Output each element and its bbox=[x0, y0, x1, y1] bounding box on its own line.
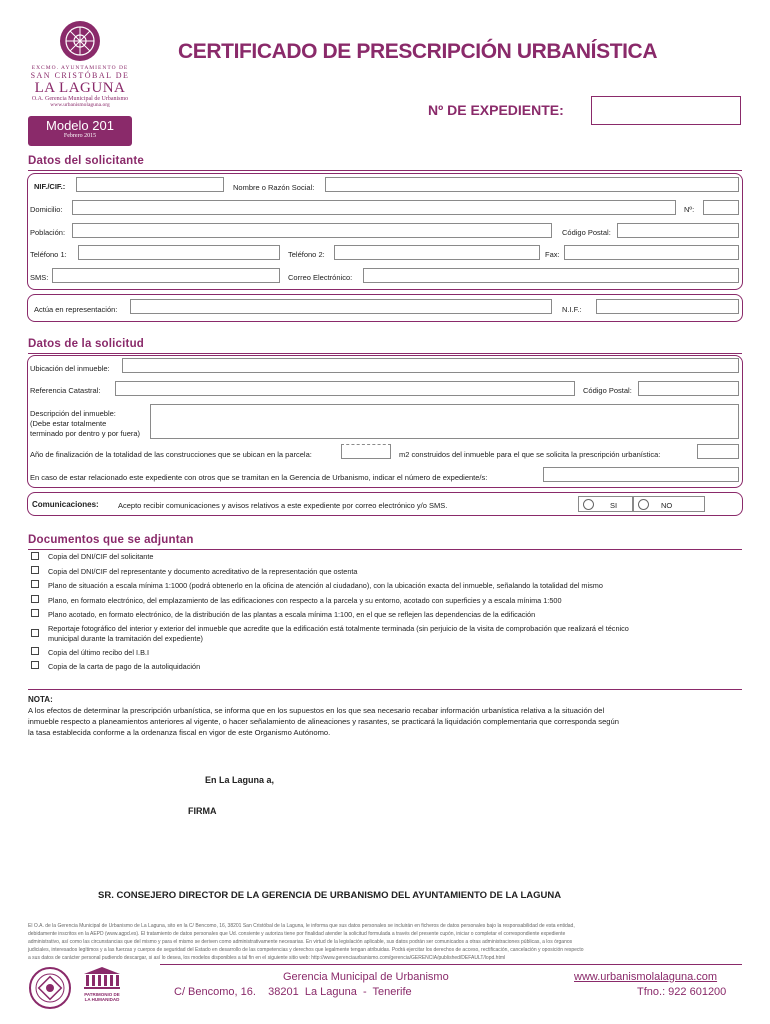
unesco-logo bbox=[80, 966, 124, 1002]
doc-item: Copia de la carta de pago de la autoliquidación bbox=[48, 662, 201, 671]
municipal-logo bbox=[28, 20, 132, 120]
unesco-temple-icon bbox=[82, 966, 122, 990]
org-line3: LA LAGUNA bbox=[34, 80, 126, 96]
legal-line: a sus datos de carácter personal pudiendo descargar, si así lo desea, los modelos disponibles a tal fin en el siguiente sitio web: http://www.gerenciaurbanismo.com/gerencia/GERENCIA/published/DEFAULT/lopd.html bbox=[28, 955, 506, 961]
nif2-input[interactable] bbox=[596, 299, 739, 314]
nota-line: inmueble respecto a planeamientos anteriores al vigente, o hacer señalamiento de alineaciones y rasantes, se practicará la liquidación complementaria que corresponda según bbox=[28, 717, 619, 726]
fax-label: Fax: bbox=[545, 250, 560, 259]
modelo-date: Febrero 2015 bbox=[63, 133, 97, 139]
sms-label: SMS: bbox=[30, 273, 49, 282]
descripcion-line3: terminado por dentro y por fuera) bbox=[30, 429, 141, 438]
org-line1: EXCMO. AYUNTAMIENTO DE bbox=[31, 65, 129, 71]
footer-divider bbox=[160, 964, 742, 965]
section-divider bbox=[28, 353, 742, 354]
anio-input[interactable] bbox=[341, 444, 391, 459]
domicilio-label: Domicilio: bbox=[30, 205, 63, 214]
firma-label: FIRMA bbox=[188, 806, 217, 816]
m2-input[interactable] bbox=[697, 444, 739, 459]
section-documentos-title: Documentos que se adjuntan bbox=[28, 534, 194, 546]
nombre-input[interactable] bbox=[325, 177, 739, 192]
document-title: CERTIFICADO DE PRESCRIPCIÓN URBANÍSTICA bbox=[178, 40, 658, 63]
footer-org: Gerencia Municipal de Urbanismo bbox=[283, 971, 449, 983]
tel2-input[interactable] bbox=[334, 245, 540, 260]
doc-item: Copia del DNI/CIF del solicitante bbox=[48, 552, 154, 561]
section-divider bbox=[28, 549, 742, 550]
ref-catastral-input[interactable] bbox=[115, 381, 575, 396]
org-sub: O.A. Gerencia Municipal de Urbanismo bbox=[31, 96, 129, 102]
descripcion-line1: Descripción del inmueble: bbox=[30, 409, 116, 418]
section-solicitud-title: Datos de la solicitud bbox=[28, 338, 145, 350]
nota-title: NOTA: bbox=[28, 695, 53, 704]
footer-web-link[interactable]: www.urbanismolalaguna.com bbox=[574, 971, 718, 983]
nif2-label: N.I.F.: bbox=[562, 305, 582, 314]
legal-line: debidamente inscritos en la AEPD (www.agpd.es). El tratamiento de datos personales que Ud. consiente y autoriza tiene por finalidad atender la solicitud formulada a través del presente cupón, iniciar o completar el correspondiente expediente bbox=[28, 931, 566, 937]
nota-line: la tasa establecida conforme a la ordenanza fiscal en vigor de este Organismo Autónomo. bbox=[28, 728, 331, 737]
no-label: NO bbox=[661, 501, 673, 510]
doc-item: Copia del DNI/CIF del representante y documento acreditativo de la representación que ostenta bbox=[48, 567, 358, 576]
nota-line: A los efectos de determinar la prescripción urbanística, se informa que en los supuestos en los que sea necesario recabar información urbanística relativa a la situación del bbox=[28, 706, 605, 715]
footer-phone: Tfno.: 922 601200 bbox=[637, 986, 727, 998]
modelo-badge bbox=[28, 116, 132, 146]
numero-input[interactable] bbox=[703, 200, 739, 215]
legal-line: El O.A. de la Gerencia Municipal de Urbanismo de La Laguna, sito en la C/ Bencomo, 16, 38201 San Cristóbal de la Laguna, le informa que sus datos personales se incluirán en ficheros de datos personales bajo la responsabilidad de esta entidad, bbox=[28, 923, 575, 929]
doc-item-continued: municipal durante la tramitación del expediente) bbox=[48, 634, 203, 643]
solicitud-cp-label: Código Postal: bbox=[583, 386, 632, 395]
anio-label: Año de finalización de la totalidad de las construcciones que se ubican en la parcela: bbox=[30, 450, 312, 459]
representacion-input[interactable] bbox=[130, 299, 552, 314]
doc-checkbox[interactable] bbox=[31, 566, 39, 574]
doc-checkbox[interactable] bbox=[31, 595, 39, 603]
legal-line: judiciales, interesados legítimos y a las fuerzas y cuerpos de seguridad del Estado en desarrollo de las competencias y derechos que legalmente tengan atribuidas. Podrá ejercitar los derechos de acceso, rectificación, cancelación y oposición respecto bbox=[28, 947, 584, 953]
doc-checkbox[interactable] bbox=[31, 580, 39, 588]
sms-input[interactable] bbox=[52, 268, 280, 283]
doc-item: Plano acotado, en formato electrónico, de la distribución de las plantas a escala mínima 1:100, en el que se reflejen las dependencias de la edificación bbox=[48, 610, 536, 619]
doc-checkbox[interactable] bbox=[31, 647, 39, 655]
expediente-input[interactable] bbox=[591, 96, 741, 125]
doc-item: Reportaje fotográfico del interior y exterior del inmueble que acredite que la edificación está totalmente terminada (sin perjuicio de la visita de comprobación que realizará el técnico bbox=[48, 624, 629, 633]
email-label: Correo Electrónico: bbox=[288, 273, 353, 282]
representacion-label: Actúa en representación: bbox=[34, 305, 118, 314]
si-label: SI bbox=[610, 501, 618, 510]
doc-checkbox[interactable] bbox=[31, 552, 39, 560]
cp-input[interactable] bbox=[617, 223, 739, 238]
doc-item: Plano de situación a escala mínima 1:1000 (podrá obtenerlo en la oficina de atención al ciudadano), con la ubicación exacta del inmueble, señalando la totalidad del mismo bbox=[48, 581, 603, 590]
expediente-label: Nº DE EXPEDIENTE: bbox=[428, 102, 564, 118]
ubicacion-input[interactable] bbox=[122, 358, 739, 373]
tel2-label: Teléfono 2: bbox=[288, 250, 325, 259]
domicilio-input[interactable] bbox=[72, 200, 676, 215]
fax-input[interactable] bbox=[564, 245, 739, 260]
doc-checkbox[interactable] bbox=[31, 661, 39, 669]
world-heritage-emblem-icon bbox=[28, 966, 72, 1010]
footer-address: C/ Bencomo, 16. 38201 La Laguna - Tenerife bbox=[174, 986, 412, 998]
relacion-input[interactable] bbox=[543, 467, 739, 482]
m2-label: m2 construidos del inmueble para el que se solicita la prescripción urbanística: bbox=[399, 450, 661, 459]
ubicacion-label: Ubicación del inmueble: bbox=[30, 364, 110, 373]
poblacion-input[interactable] bbox=[72, 223, 552, 238]
nombre-label: Nombre o Razón Social: bbox=[233, 183, 315, 192]
si-option[interactable] bbox=[578, 496, 633, 512]
destinatario: SR. CONSEJERO DIRECTOR DE LA GERENCIA DE URBANISMO DEL AYUNTAMIENTO DE LA LAGUNA bbox=[98, 890, 562, 901]
doc-checkbox[interactable] bbox=[31, 609, 39, 617]
legal-text bbox=[28, 922, 742, 962]
no-radio[interactable] bbox=[638, 499, 649, 510]
unesco-line1: PATRIMONIO DE bbox=[84, 992, 120, 997]
section-solicitante-title: Datos del solicitante bbox=[28, 155, 145, 167]
descripcion-label bbox=[30, 409, 140, 439]
ref-catastral-label: Referencia Catastral: bbox=[30, 386, 101, 395]
tel1-label: Teléfono 1: bbox=[30, 250, 67, 259]
lugar-fecha: En La Laguna a, bbox=[205, 775, 275, 785]
nif-input[interactable] bbox=[76, 177, 224, 192]
org-line2: SAN CRISTÓBAL DE bbox=[30, 71, 130, 80]
cp-label: Código Postal: bbox=[562, 228, 611, 237]
org-web: www.urbanismolaguna.org bbox=[50, 102, 110, 108]
modelo-label: Modelo 201 bbox=[46, 118, 114, 133]
acepto-text: Acepto recibir comunicaciones y avisos relativos a este expediente por correo electrónico y/o SMS. bbox=[118, 501, 448, 510]
email-input[interactable] bbox=[363, 268, 739, 283]
descripcion-input[interactable] bbox=[150, 404, 739, 439]
doc-item: Copia del último recibo del I.B.I bbox=[48, 648, 149, 657]
tel1-input[interactable] bbox=[78, 245, 280, 260]
si-radio[interactable] bbox=[583, 499, 594, 510]
descripcion-line2: (Debe estar totalmente bbox=[30, 419, 107, 428]
solicitud-cp-input[interactable] bbox=[638, 381, 739, 396]
doc-item: Plano, en formato electrónico, del emplazamiento de las edificaciones con respecto a la parcela y su entorno, acotado con superficies y a escala mínima 1:500 bbox=[48, 596, 562, 605]
relacion-label: En caso de estar relacionado este expediente con otros que se tramitan en la Gerencia de Urbanismo, indicar el número de expediente/s: bbox=[30, 473, 488, 482]
doc-checkbox[interactable] bbox=[31, 629, 39, 637]
section-divider bbox=[28, 170, 742, 171]
nif-label: NIF./CIF.: bbox=[34, 182, 66, 191]
rose-emblem-icon bbox=[59, 20, 101, 62]
no-option[interactable] bbox=[633, 496, 705, 512]
legal-line: administrativo, así como las circunstancias que del mismo y para el mismo se deriven como administrativamente necesarias. En virtud de la legislación aplicable, sus datos podrán ser comunicados a otras administraciones públicas, a los órganos bbox=[28, 939, 573, 945]
numero-label: Nº: bbox=[684, 205, 695, 214]
section-divider bbox=[28, 689, 742, 690]
unesco-line2: LA HUMANIDAD bbox=[84, 997, 120, 1002]
poblacion-label: Población: bbox=[30, 228, 66, 237]
comunicaciones-label: Comunicaciones: bbox=[32, 500, 99, 509]
